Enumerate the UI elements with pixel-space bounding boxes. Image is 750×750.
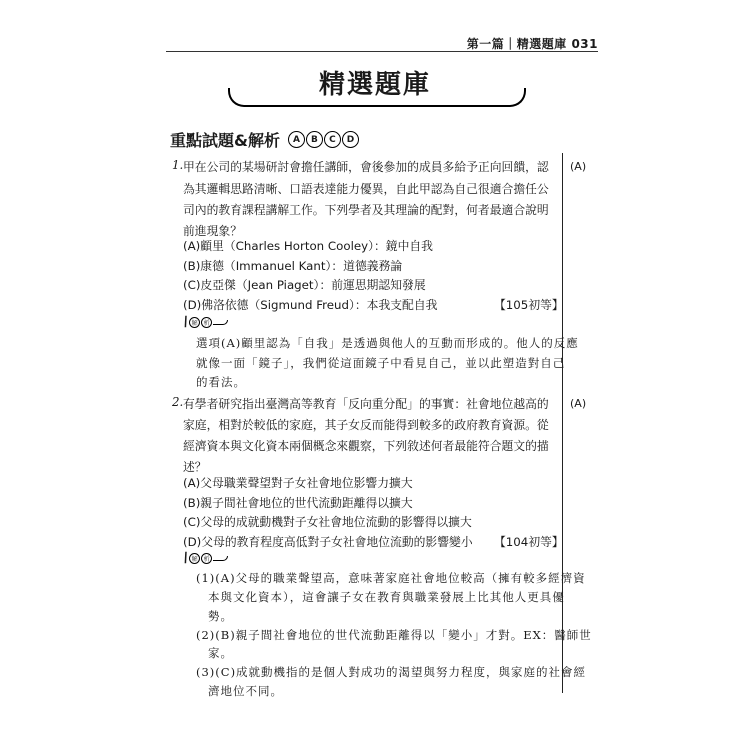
answer-column-divider [562,153,563,693]
grade-a-badge: A [288,131,305,148]
q1-line: 前進現象？ [183,224,242,238]
q1-option-a: (A)顧里（Charles Horton Cooley）：鏡中自我 [183,239,433,253]
q2-explanation-line: 家。 [208,646,233,660]
q1-option-d: (D)佛洛依德（Sigmund Freud）：本我支配自我 [183,298,438,312]
q2-option-d: (D)父母的教育程度高低對子女社會地位流動的影響變小 [183,535,473,549]
banner-bracket [228,88,526,107]
q2-explanation-label [180,550,228,566]
grade-badges [288,131,359,148]
explanation-slash-icon: \ [180,550,192,566]
q1-exam-source: 【105初等】 [494,298,564,312]
q1-explanation-line: 就像一面「鏡子」，我們從這面鏡子中看見自己，並以此塑造對自己 [196,356,566,370]
q2-explanation-line: 勢。 [208,609,233,623]
explanation-tail-icon [213,320,228,325]
q1-answer: (A) [570,160,587,173]
q2-explanation-line: (3)(C)成就動機指的是個人對成功的渴望與努力程度，與家庭的社會經 [196,665,587,679]
grade-d-badge: D [342,131,359,148]
grade-b-badge: B [306,131,323,148]
q1-line: 為其邏輯思路清晰、口語表達能力優異，自此甲認為自己很適合擔任公 [183,182,549,196]
q2-explanation-line: (2)(B)親子間社會地位的世代流動距離得以「變小」才對。EX：醫師世 [196,628,592,642]
q2-answer: (A) [570,397,587,410]
q2-option-a: (A)父母職業聲望對子女社會地位影響力擴大 [183,476,413,490]
q1-line: 甲在公司的某場研討會擔任講師，會後參加的成員多給予正向回饋，認 [183,160,549,174]
q1-explanation-line: 的看法。 [196,375,246,389]
section-heading [170,128,359,151]
q2-line: 經濟資本與文化資本兩個概念來觀察，下列敘述何者最能符合題文的描 [183,439,549,453]
explanation-char: 解 [189,553,200,564]
q1-explanation-label [180,314,228,330]
q2-option-b: (B)親子間社會地位的世代流動距離得以擴大 [183,496,413,510]
q2-explanation-line: 本與文化資本），這會讓子女在教育與職業發展上比其他人更具優 [208,590,565,604]
q2-exam-source: 【104初等】 [494,535,564,549]
q1-option-b: (B)康德（Immanuel Kant）：道德義務論 [183,259,403,273]
banner-title: 精選題庫 [318,70,431,100]
page-header: 第一篇｜精選題庫 031 [466,37,598,51]
q2-line: 有學者研究指出臺灣高等教育「反向重分配」的事實：社會地位越高的 [183,397,549,411]
q1-number: 1. [172,158,184,172]
explanation-char: 解 [189,317,200,328]
q2-number: 2. [172,395,184,409]
q2-line: 述？ [183,460,207,474]
explanation-slash-icon: \ [180,314,192,330]
explanation-char: 析 [201,317,212,328]
q2-explanation-line: 濟地位不同。 [208,684,283,698]
q1-option-c: (C)皮亞傑（Jean Piaget）：前運思期認知發展 [183,278,426,292]
q2-line: 家庭，相對於較低的家庭，其子女反而能得到較多的政府教育資源。從 [183,418,549,432]
q1-explanation-line: 選項(A)顧里認為「自我」是透過與他人的互動而形成的。他人的反應 [196,336,579,350]
explanation-tail-icon [213,556,228,561]
explanation-char: 析 [201,553,212,564]
q2-explanation-line: (1)(A)父母的職業聲望高，意味著家庭社會地位較高（擁有較多經濟資 [196,571,586,585]
grade-c-badge: C [324,131,341,148]
header-rule [166,51,598,52]
q1-line: 司內的教育課程講解工作。下列學者及其理論的配對，何者最適合說明 [183,203,549,217]
q2-option-c: (C)父母的成就動機對子女社會地位流動的影響得以擴大 [183,515,472,529]
section-title: 重點試題&解析 [170,131,280,150]
